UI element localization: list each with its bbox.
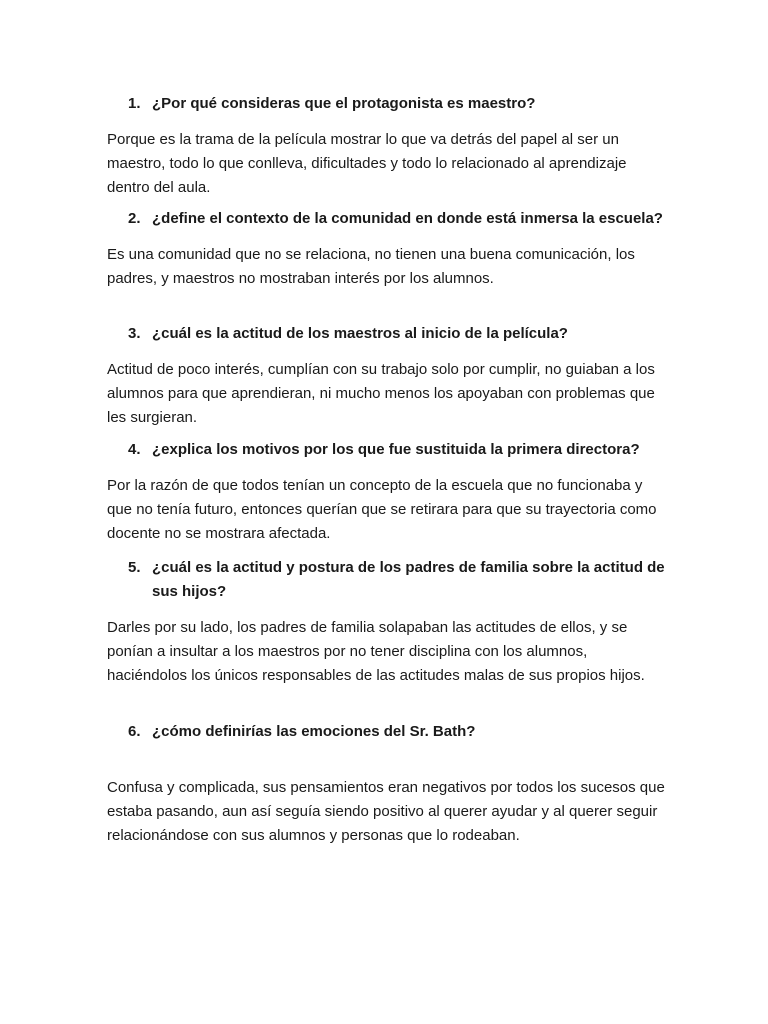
answer-text: Es una comunidad que no se relaciona, no tienen una buena comunicación, los padres, y maestros no mostraban interés por los alumnos. [107, 246, 635, 287]
qa-item-1 [0, 92, 768, 200]
qa-item-2 [0, 207, 768, 291]
question-text: ¿cómo definirías las emociones del Sr. Bath? [152, 723, 476, 740]
question-heading [128, 322, 672, 346]
qa-item-3 [0, 322, 768, 430]
question-number: 5. [128, 559, 141, 576]
answer-text: Confusa y complicada, sus pensamientos eran negativos por todos los sucesos que estaba pasando, aun así seguía siendo positivo al querer ayudar y al querer seguir relacionándose con sus alumnos y personas que lo rodeaban. [107, 779, 665, 844]
question-heading [128, 438, 672, 462]
question-text: ¿explica los motivos por los que fue sustituida la primera directora? [152, 441, 640, 458]
question-text: ¿Por qué consideras que el protagonista es maestro? [152, 95, 536, 112]
question-heading [128, 720, 672, 744]
question-number: 6. [128, 723, 141, 740]
qa-item-6 [0, 720, 768, 848]
question-text: ¿cuál es la actitud de los maestros al inicio de la película? [152, 325, 568, 342]
question-text: ¿define el contexto de la comunidad en donde está inmersa la escuela? [152, 210, 663, 227]
answer-text: Actitud de poco interés, cumplían con su trabajo solo por cumplir, no guiaban a los alumnos para que aprendieran, ni mucho menos los apoyaban con problemas que les surgieran. [107, 361, 655, 426]
question-number: 3. [128, 325, 141, 342]
qa-item-5 [0, 556, 768, 688]
question-number: 4. [128, 441, 141, 458]
qa-item-4 [0, 438, 768, 546]
question-number: 1. [128, 95, 141, 112]
question-number: 2. [128, 210, 141, 227]
question-heading [128, 556, 672, 604]
answer-text: Darles por su lado, los padres de familia solapaban las actitudes de ellos, y se ponían a insultar a los maestros por no tener disciplina con los alumnos, haciéndolos los únicos responsables de las actitudes malas de sus propios hijos. [107, 619, 645, 684]
question-heading [128, 207, 672, 231]
question-heading [128, 92, 672, 116]
answer-text: Por la razón de que todos tenían un concepto de la escuela que no funcionaba y que no tenía futuro, entonces querían que se retirara para que su trayectoria como docente no se mostrara afectada. [107, 477, 657, 542]
question-text: ¿cuál es la actitud y postura de los padres de familia sobre la actitud de sus hijos? [152, 559, 665, 600]
answer-text: Porque es la trama de la película mostrar lo que va detrás del papel al ser un maestro, todo lo que conlleva, dificultades y todo lo relacionado al aprendizaje dentro del aula. [107, 131, 627, 196]
